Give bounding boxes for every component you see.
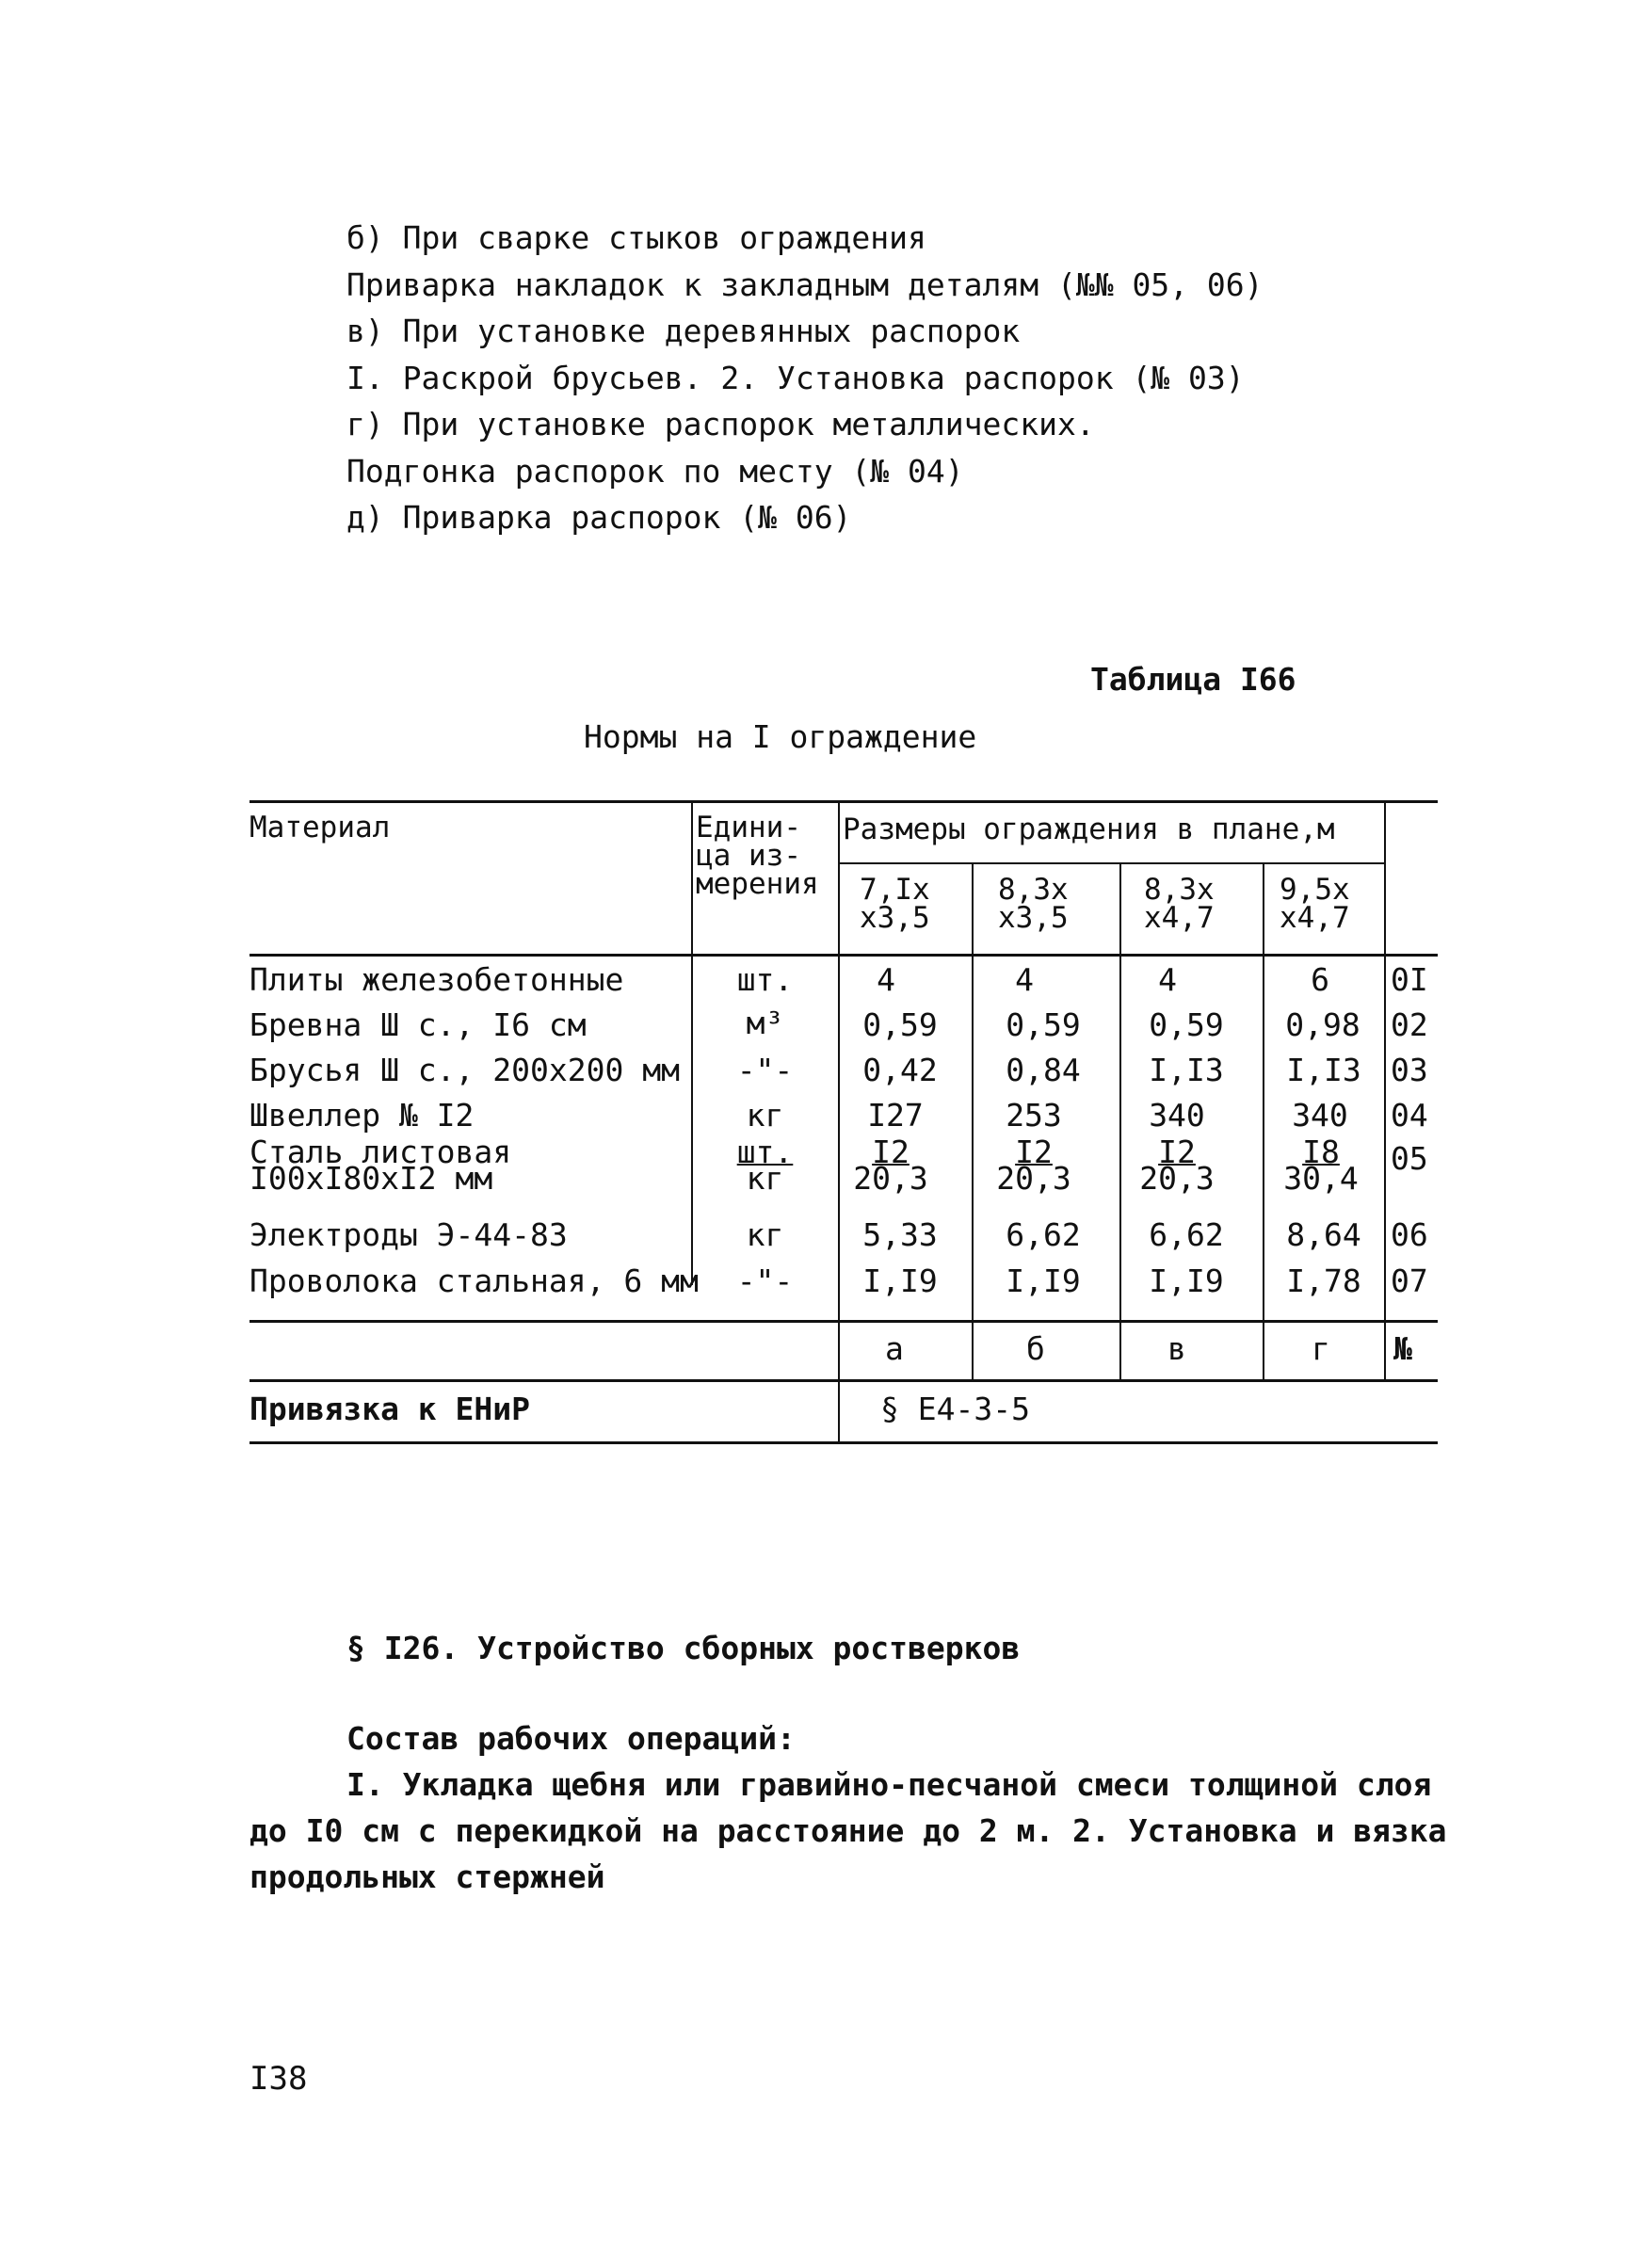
row-material: I00хI80хI2 мм (250, 1160, 493, 1197)
header-size-line: 9,5х (1280, 873, 1350, 907)
row-value: 6 (1311, 961, 1329, 998)
header-unit-line: ца из- (696, 839, 801, 873)
fraction-bottom: 30,4 (1283, 1160, 1359, 1197)
row-value: 4 (877, 961, 895, 998)
row-unit: -"- (736, 1263, 794, 1299)
intro-line: Подгонка распорок по месту (№ 04) (346, 452, 964, 490)
section-body (250, 1715, 1447, 1900)
row-material: Бревна Ш с., I6 см (250, 1006, 587, 1043)
row-unit: -"- (736, 1052, 794, 1088)
row-value: 4 (1015, 961, 1034, 998)
row-value: I,78 (1286, 1263, 1361, 1299)
binding-label: Привязка к ЕНиР (250, 1391, 531, 1427)
fraction-bottom: кг (746, 1160, 784, 1197)
row-code: 03 (1391, 1052, 1428, 1088)
intro-block (346, 215, 1264, 541)
row-value: 0,59 (1006, 1006, 1081, 1043)
row-value: 340 (1149, 1097, 1205, 1134)
fraction-bottom: 20,3 (996, 1160, 1071, 1197)
header-size-line: 8,3х (1144, 873, 1215, 907)
intro-line: г) При установке распорок металлических. (346, 406, 1095, 442)
table-rule-letters-bottom (250, 1379, 1438, 1382)
row-code: 06 (1391, 1216, 1428, 1253)
row-value: 340 (1292, 1097, 1348, 1134)
section-header-block (346, 1619, 1020, 1678)
fraction-bottom: 20,3 (1139, 1160, 1215, 1197)
column-letter: а (885, 1330, 904, 1367)
row-value: 253 (1006, 1097, 1062, 1134)
page-number: I38 (250, 2060, 308, 2098)
row-material: Швеллер № I2 (250, 1097, 475, 1134)
row-value: I,I9 (862, 1263, 938, 1299)
row-code: 02 (1391, 1006, 1428, 1043)
fraction-top: I8 (1302, 1134, 1340, 1170)
code-column-header: № (1393, 1330, 1412, 1367)
column-letter: б (1026, 1330, 1045, 1367)
section-body-line: продольных стержней (250, 1858, 605, 1895)
header-unit-line: мерения (696, 867, 819, 901)
row-code: 0I (1391, 961, 1428, 998)
header-size-line: х3,5 (998, 901, 1069, 935)
section-subheading: Состав рабочих операций: (346, 1720, 796, 1757)
fraction-top: I2 (1015, 1134, 1053, 1170)
row-material: Брусья Ш с., 200х200 мм (250, 1052, 680, 1088)
row-unit-fraction (692, 1134, 838, 1197)
header-size-line: х4,7 (1144, 901, 1215, 935)
row-value-fraction (1120, 1134, 1233, 1197)
row-code: 05 (1391, 1140, 1428, 1177)
row-value-fraction (973, 1134, 1095, 1197)
section-body-line: до I0 см с перекидкой на расстояние до 2 м. 2. Установка и вязка (250, 1812, 1447, 1849)
section-heading: § I26. Устройство сборных ростверков (346, 1630, 1021, 1666)
table-caption: Нормы на I ограждение (584, 718, 977, 755)
row-material: Сталь листовая (250, 1134, 512, 1170)
row-material: Электроды Э-44-83 (250, 1216, 568, 1253)
fraction-top: I2 (872, 1134, 910, 1170)
fraction-bottom: 20,3 (853, 1160, 928, 1197)
row-material: Проволока стальная, 6 мм (250, 1263, 699, 1299)
row-value: I27 (867, 1097, 924, 1134)
table-rule-body-bottom (250, 1320, 1438, 1323)
binding-value: § Е4-3-5 (880, 1391, 1030, 1427)
header-size-line: х3,5 (860, 901, 930, 935)
intro-line: в) При установке деревянных распорок (346, 313, 1021, 349)
intro-line: б) При сварке стыков ограждения (346, 219, 926, 256)
header-size-line: х4,7 (1280, 901, 1350, 935)
row-value: I,I9 (1149, 1263, 1224, 1299)
row-value: I,I3 (1149, 1052, 1224, 1088)
row-value: 0,98 (1285, 1006, 1360, 1043)
table-col-rule (691, 800, 693, 1285)
row-material: Плиты железобетонные (250, 961, 624, 998)
row-value: 4 (1158, 961, 1177, 998)
table-number: Таблица I66 (1090, 661, 1296, 698)
section-body-line: I. Укладка щебня или гравийно-песчаной смеси толщиной слоя (346, 1766, 1432, 1803)
row-value: 5,33 (862, 1216, 938, 1253)
row-code: 04 (1391, 1097, 1428, 1134)
intro-line: Приварка накладок к закладным деталям (№№ 05, 06) (346, 265, 1264, 303)
row-value: 0,84 (1006, 1052, 1081, 1088)
row-unit: шт. (736, 961, 794, 998)
row-value: 8,64 (1286, 1216, 1361, 1253)
row-unit: м³ (746, 1005, 784, 1041)
row-unit: кг (746, 1097, 784, 1134)
row-value: I,I9 (1006, 1263, 1081, 1299)
row-value-fraction (839, 1134, 942, 1197)
row-code: 07 (1391, 1263, 1428, 1299)
row-value: 6,62 (1149, 1216, 1224, 1253)
header-sizes-title: Размеры ограждения в плане,м (843, 812, 1335, 846)
fraction-top: I2 (1158, 1134, 1196, 1170)
row-value: 0,59 (862, 1006, 938, 1043)
row-value: 0,42 (862, 1052, 938, 1088)
header-size-line: 8,3х (998, 873, 1069, 907)
header-size-line: 7,Iх (860, 873, 930, 907)
table-rule-sizes (838, 862, 1384, 864)
row-unit: кг (746, 1216, 784, 1253)
table-col-rule (1384, 800, 1386, 1379)
intro-line: д) Приварка распорок (№ 06) (346, 499, 852, 536)
table-rule-header-bottom (250, 954, 1438, 957)
fraction-top: шт. (736, 1134, 794, 1170)
header-unit-line: Едини- (696, 811, 801, 844)
row-value: I,I3 (1286, 1052, 1361, 1088)
header-material: Материал (250, 811, 391, 844)
row-value: 0,59 (1149, 1006, 1224, 1043)
table-rule-bottom (250, 1441, 1438, 1444)
row-value-fraction (1264, 1134, 1378, 1197)
table-rule-top (250, 800, 1438, 803)
column-letter: в (1167, 1330, 1186, 1367)
intro-line: I. Раскрой брусьев. 2. Установка распорок (№ 03) (346, 359, 1245, 396)
row-value: 6,62 (1006, 1216, 1081, 1253)
column-letter: г (1312, 1330, 1330, 1367)
